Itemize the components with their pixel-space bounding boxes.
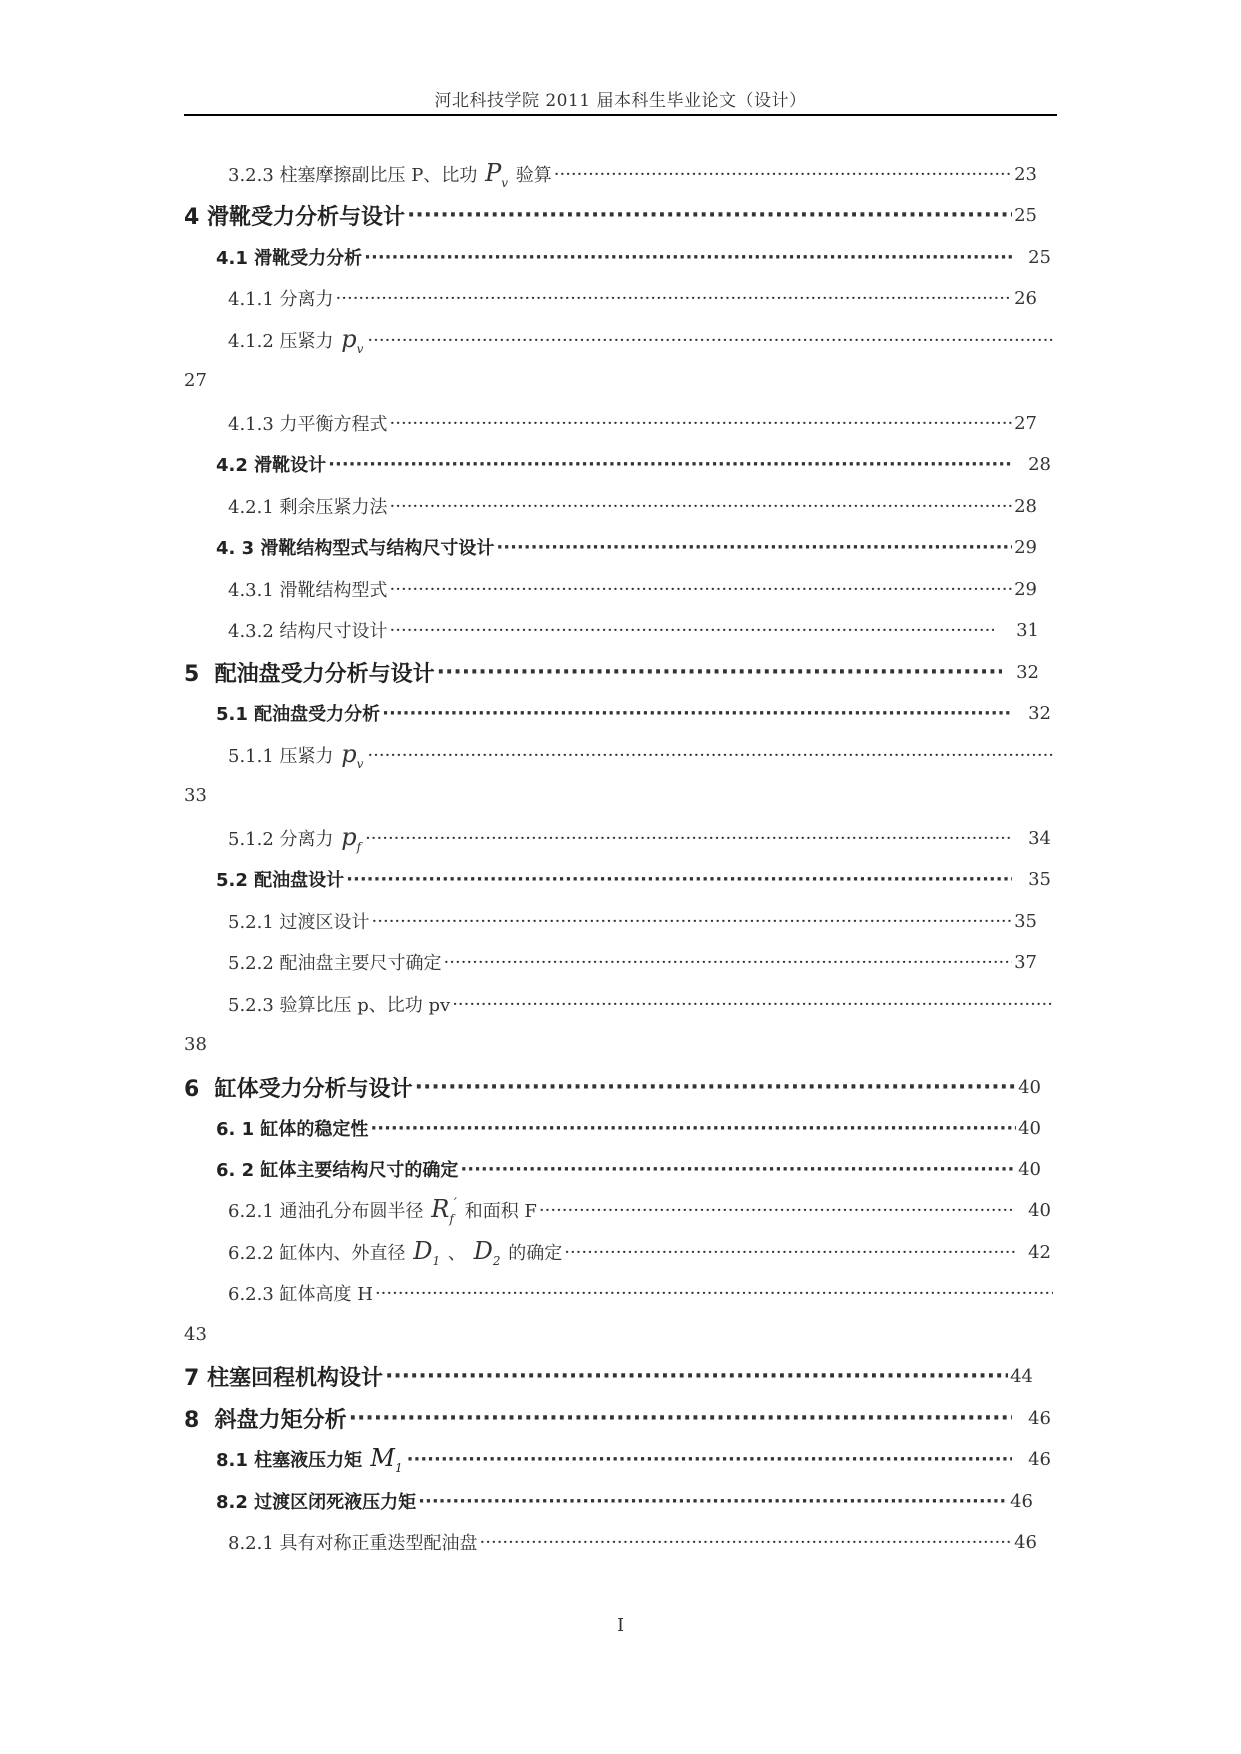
page-number: 32	[1016, 661, 1039, 683]
dot-leader	[390, 496, 1013, 517]
page-number: 46	[1028, 1407, 1051, 1429]
dot-leader	[349, 1406, 1012, 1431]
header-rule	[184, 114, 1057, 116]
toc-entry-7[interactable]: 7 柱塞回程机构设计 ····· 44	[184, 1359, 1033, 1393]
page-number: 25	[1014, 204, 1037, 226]
math-pv: $p_v$	[341, 739, 364, 771]
page-number: 46	[1028, 1448, 1051, 1470]
toc-entry-4-1-2[interactable]: 4.1.2 压紧力 $p_v$ ·····	[228, 323, 1053, 357]
dot-leader	[367, 330, 1053, 351]
page-number: 40	[1018, 1117, 1041, 1139]
page-header: 河北科技学院 2011 届本科生毕业论文（设计）	[434, 91, 807, 111]
dot-leader	[336, 288, 1013, 309]
dot-leader	[370, 1118, 1016, 1139]
page-number: 40	[1018, 1076, 1041, 1098]
toc-entry-4-3-1[interactable]: 4.3.1 滑靴结构型式 ····· 29	[228, 572, 1037, 606]
page-number: 32	[1028, 702, 1051, 724]
dot-leader	[554, 164, 1012, 185]
page-number: 34	[1028, 827, 1051, 849]
toc-entry-6[interactable]: 6 缸体受力分析与设计 ····· 40	[184, 1070, 1041, 1104]
math-d1: $D_1$	[413, 1236, 441, 1268]
math-m1: $M_1$	[370, 1443, 403, 1475]
dot-leader	[382, 703, 1012, 724]
toc-entry-5-2-3[interactable]: 5.2.3 验算比压 p、比功 pv ·····	[228, 987, 1053, 1021]
dot-leader	[328, 454, 1012, 475]
toc-entry-4-1-3[interactable]: 4.1.3 力平衡方程式 ····· 27	[228, 406, 1037, 440]
page-number: 29	[1014, 578, 1037, 600]
toc-entry-8[interactable]: 8 斜盘力矩分析 ····· 46	[184, 1401, 1051, 1435]
page-number-wrapped: 38	[184, 1034, 207, 1055]
page-number: 28	[1014, 495, 1037, 517]
page-number: 27	[1014, 412, 1037, 434]
dot-leader	[564, 1242, 1018, 1263]
toc-entry-5-1[interactable]: 5.1 配油盘受力分析 ····· 32	[216, 696, 1051, 730]
page-number: 29	[1014, 536, 1037, 558]
page-number-wrapped: 27	[184, 370, 207, 391]
toc-entry-6-2-1[interactable]: 6.2.1 通油孔分布圆半径 $R_f'$ 和面积 F ····· 40	[228, 1193, 1051, 1227]
dot-leader	[480, 1532, 1013, 1553]
dot-leader	[496, 537, 1012, 558]
toc-entry-3-2-3[interactable]: 3.2.3 柱塞摩擦副比压 P、比功 $P_v$ 验算 ····· 23	[228, 157, 1037, 191]
math-pv: $p_v$	[341, 324, 364, 356]
math-pf: $p_f$	[341, 822, 362, 854]
toc-entry-4-2[interactable]: 4.2 滑靴设计 ····· 28	[216, 447, 1051, 481]
page-number: 40	[1018, 1158, 1041, 1180]
toc-entry-5-2-1[interactable]: 5.2.1 过渡区设计 ····· 35	[228, 904, 1037, 938]
dot-leader	[539, 1200, 1012, 1221]
toc-entry-5[interactable]: 5 配油盘受力分析与设计 ····· 32	[184, 655, 1039, 689]
toc-entry-5-1-1[interactable]: 5.1.1 压紧力 $p_v$ ·····	[228, 738, 1053, 772]
page-footer-number: I	[616, 1615, 625, 1636]
dot-leader	[452, 994, 1053, 1015]
page-number: 40	[1028, 1199, 1051, 1221]
dot-leader	[365, 828, 1012, 849]
dot-leader	[407, 1449, 1012, 1470]
page-number: 28	[1028, 453, 1051, 475]
toc-entry-5-2[interactable]: 5.2 配油盘设计 ····· 35	[216, 862, 1051, 896]
dot-leader	[375, 1283, 1053, 1304]
dot-leader	[407, 203, 1012, 228]
toc-entry-8-2[interactable]: 8.2 过渡区闭死液压力矩 ····· 46	[216, 1484, 1033, 1518]
toc-entry-5-1-2[interactable]: 5.1.2 分离力 $p_f$ ····· 34	[228, 821, 1051, 855]
dot-leader	[390, 413, 1013, 434]
toc-entry-4-3[interactable]: 4. 3 滑靴结构型式与结构尺寸设计 ····· 29	[216, 530, 1037, 564]
toc-entry-6-2-3[interactable]: 6.2.3 缸体高度 H ·····	[228, 1276, 1053, 1310]
page-number: 35	[1028, 868, 1051, 890]
math-d2: $D_2$	[473, 1236, 501, 1268]
toc-entry-5-2-2[interactable]: 5.2.2 配油盘主要尺寸确定 ····· 37	[228, 945, 1037, 979]
page-number: 37	[1014, 951, 1037, 973]
dot-leader	[390, 620, 995, 641]
toc-entry-6-2[interactable]: 6. 2 缸体主要结构尺寸的确定 ····· 40	[216, 1152, 1041, 1186]
dot-leader	[415, 1075, 1016, 1100]
page-number: 46	[1010, 1490, 1033, 1512]
toc-entry-8-1[interactable]: 8.1 柱塞液压力矩 $M_1$ ····· 46	[216, 1442, 1051, 1476]
toc-entry-4-1-1[interactable]: 4.1.1 分离力 ····· 26	[228, 281, 1037, 315]
page-number: 26	[1014, 287, 1037, 309]
page-number: 42	[1028, 1241, 1051, 1263]
page-number: 31	[1016, 619, 1039, 641]
dot-leader	[390, 579, 1013, 600]
dot-leader	[372, 911, 1013, 932]
dot-leader	[437, 660, 1002, 685]
toc-entry-4[interactable]: 4 滑靴受力分析与设计 ····· 25	[184, 198, 1037, 232]
page-number: 44	[1010, 1365, 1033, 1387]
toc-entry-4-3-2[interactable]: 4.3.2 结构尺寸设计 ····· 31	[228, 613, 1039, 647]
page-number-wrapped: 33	[184, 785, 207, 806]
page-number-wrapped: 43	[184, 1324, 207, 1345]
toc-entry-6-1[interactable]: 6. 1 缸体的稳定性 ····· 40	[216, 1111, 1041, 1145]
math-pv: $P_v$	[485, 158, 509, 190]
page-number: 23	[1014, 163, 1037, 185]
dot-leader	[364, 247, 1012, 268]
math-rf-prime: $R_f'$	[431, 1194, 457, 1226]
dot-leader	[444, 952, 1013, 973]
page-number: 25	[1028, 246, 1051, 268]
dot-leader	[367, 745, 1053, 766]
toc-entry-4-2-1[interactable]: 4.2.1 剩余压紧力法 ····· 28	[228, 489, 1037, 523]
toc-entry-8-2-1[interactable]: 8.2.1 具有对称正重迭型配油盘 ····· 46	[228, 1525, 1037, 1559]
toc-entry-6-2-2[interactable]: 6.2.2 缸体内、外直径 $D_1$ 、 $D_2$ 的确定 ····· 42	[228, 1235, 1051, 1269]
toc-entry-4-1[interactable]: 4.1 滑靴受力分析 ····· 25	[216, 240, 1051, 274]
page-number: 35	[1014, 910, 1037, 932]
page-number: 46	[1014, 1531, 1037, 1553]
dot-leader	[346, 869, 1012, 890]
dot-leader	[460, 1159, 1016, 1180]
dot-leader	[385, 1364, 1008, 1389]
dot-leader	[418, 1491, 1008, 1512]
